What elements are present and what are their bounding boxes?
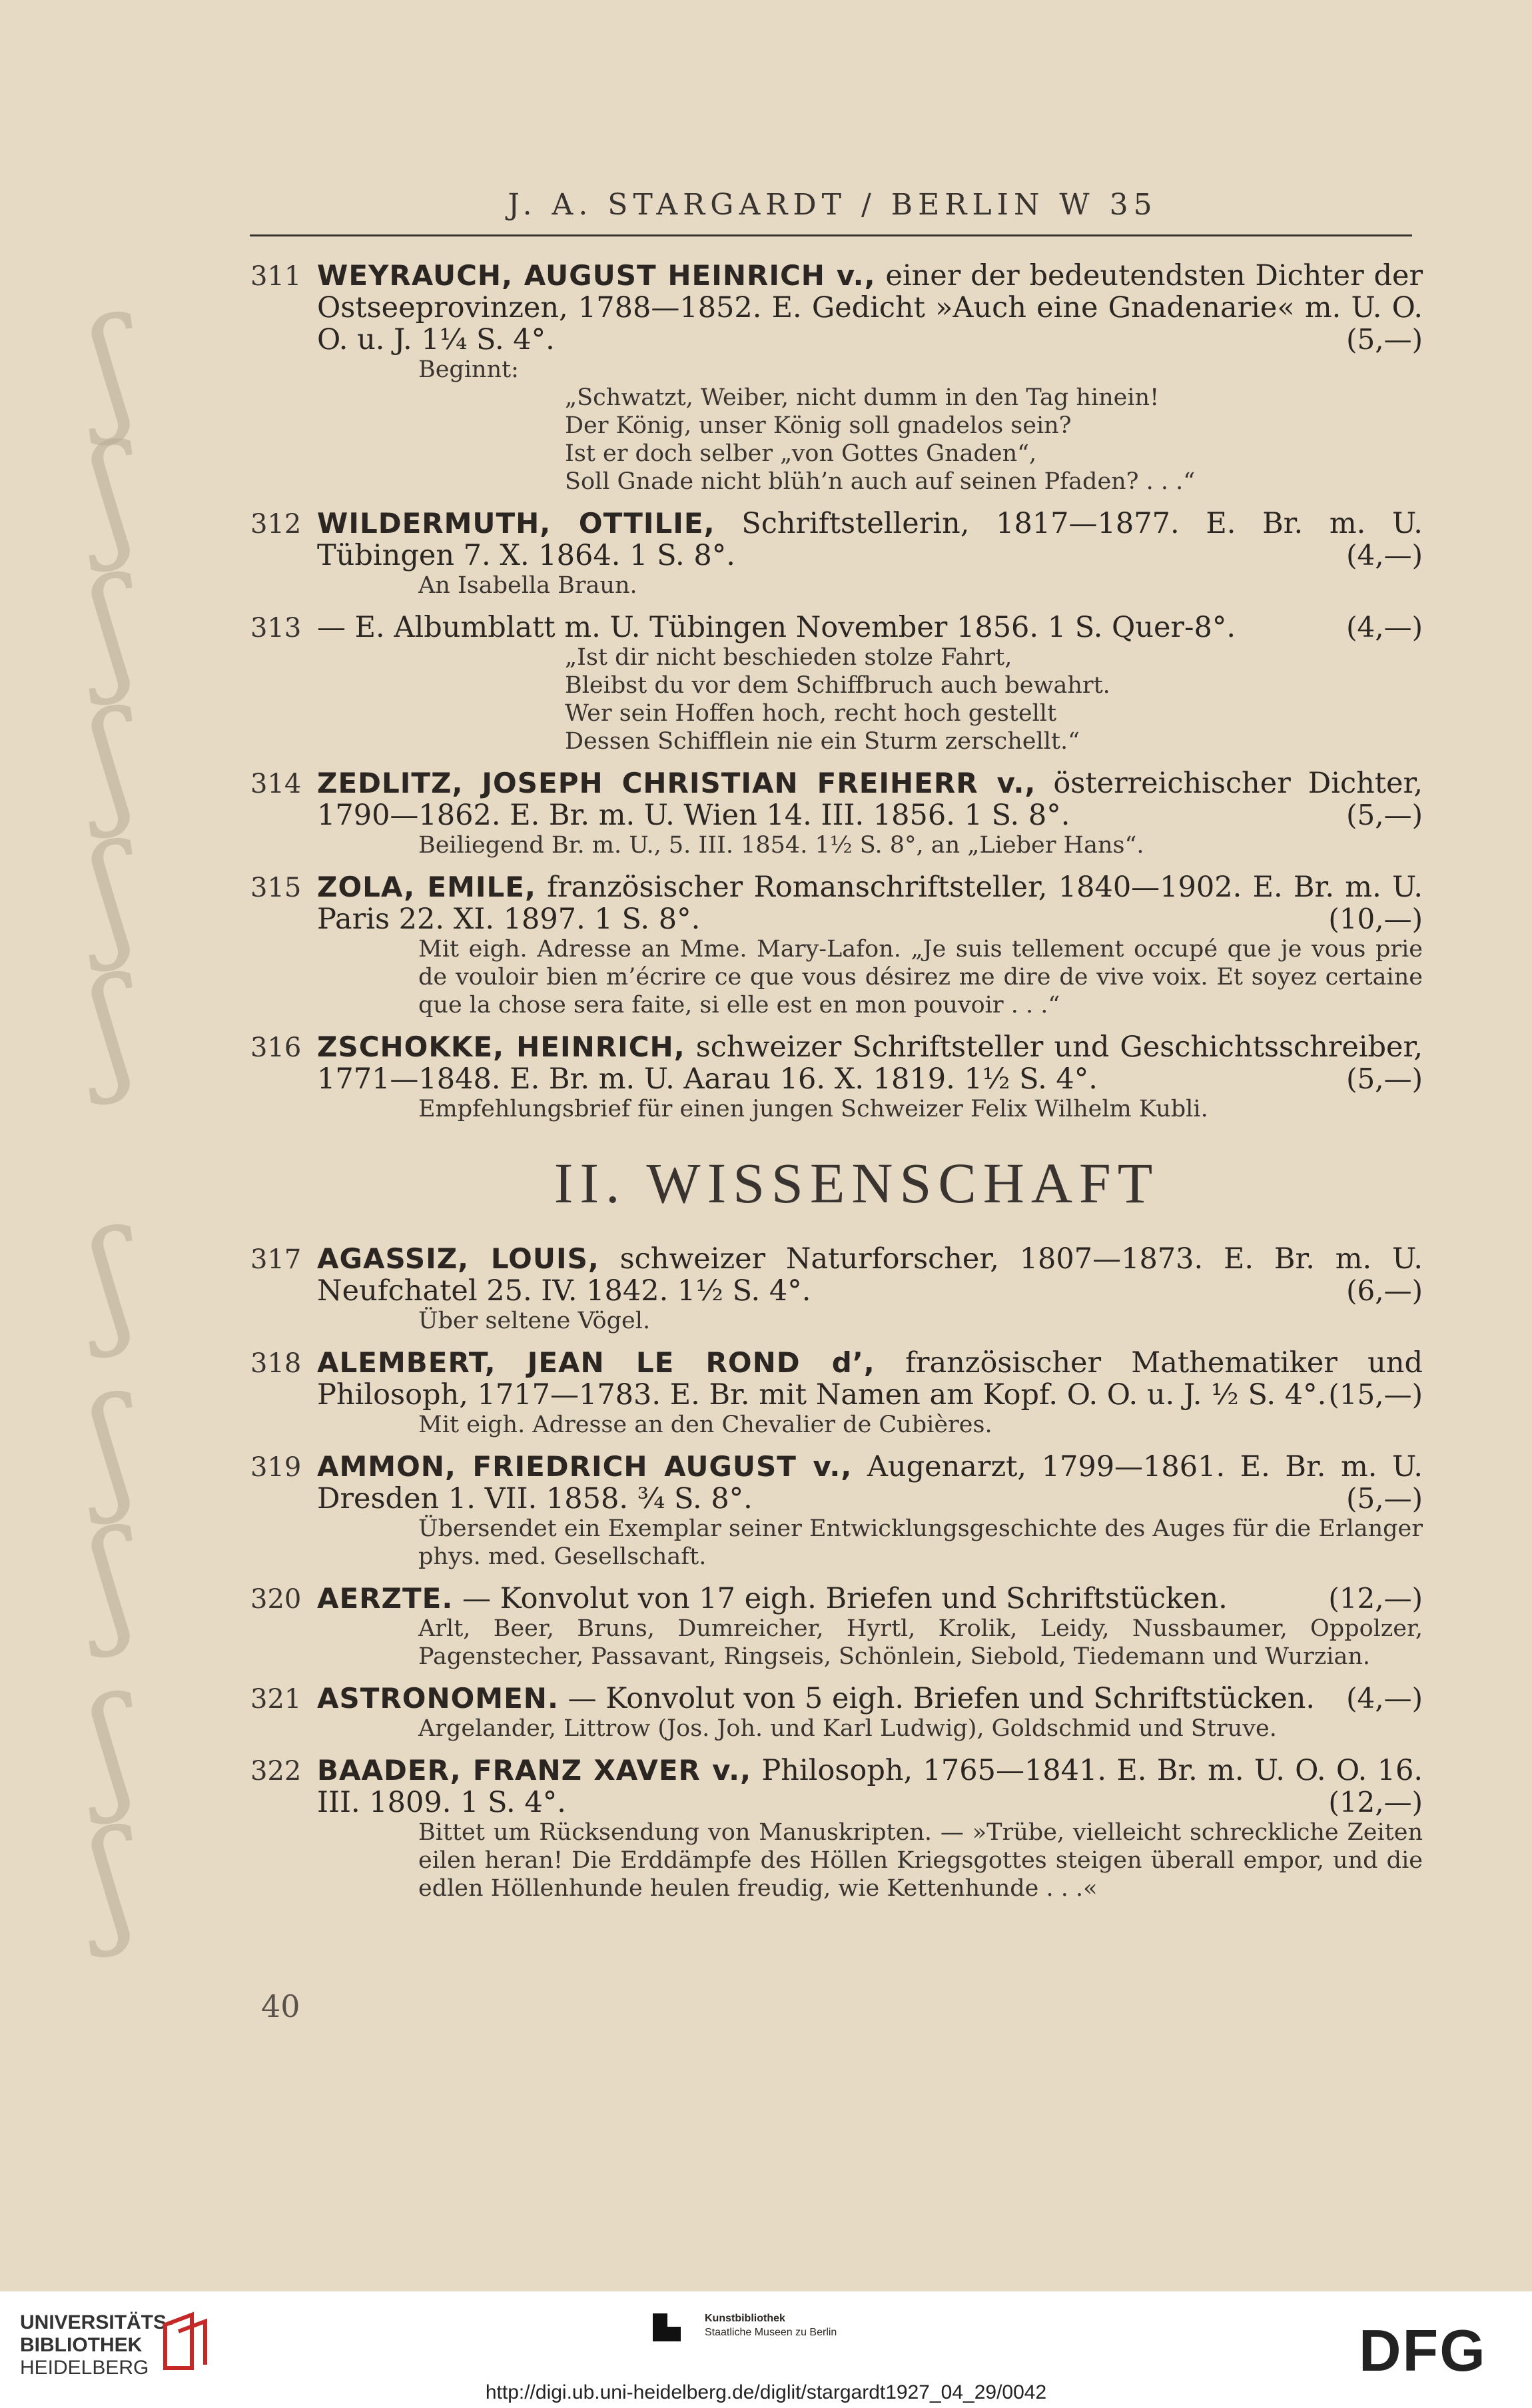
entry-name: AERZTE. [317,1582,454,1615]
page-number: 40 [261,1988,300,2024]
poem-line: „Ist dir nicht beschieden stolze Fahrt, [565,644,1012,671]
catalog-entry [250,1683,1423,1743]
entry-number: 317 [250,1244,302,1275]
entry-number: 311 [250,261,302,292]
entry-description [317,1683,1423,1715]
catalog-entry [250,1347,1423,1439]
pencil-mark: ʃ [83,1801,141,1960]
pencil-mark: ʃ [83,1368,141,1527]
entry-name: BAADER, FRANZ XAVER v., [317,1754,752,1787]
kunstbibliothek-logo-icon [653,2313,681,2341]
catalog-body [250,260,1423,1914]
entry-text: französischer Mathematiker und Philosoph, 1717—1783. E. Br. mit Namen am Kopf. O. O. u. J. ½ S. 4°. [317,1346,1423,1411]
pencil-mark: ʃ [83,815,141,975]
pencil-mark: ʃ [83,1501,141,1661]
poem-line: „Schwatzt, Weiber, nicht dumm in den Tag hinein! [565,384,1160,411]
library-line-1: UNIVERSITÄTS- [20,2311,174,2333]
entry-note: An Isabella Braun. [418,572,637,599]
entry-price: (10,—) [1328,903,1423,935]
pencil-mark: ʃ [83,949,141,1108]
entry-number: 314 [250,769,302,799]
pencil-mark: ʃ [83,1202,141,1361]
entry-description [317,1031,1423,1095]
entry-description [317,1755,1423,1818]
entry-name: ZEDLITZ, JOSEPH CHRISTIAN FREIHERR v., [317,767,1036,799]
library-line-3: HEIDELBERG [20,2357,149,2379]
library-line-2: BIBLIOTHEK [20,2334,143,2356]
entry-price: (5,—) [1346,799,1423,831]
entry-note: Arlt, Beer, Bruns, Dumreicher, Hyrtl, Krolik, Leidy, Nussbaumer, Oppolzer, Pagenstecher, Passavant, Ringseis, Schönlein, Siebold, Tiedemann und Wurzian. [418,1615,1423,1670]
kunstbibliothek-logo[interactable] [705,2311,837,2339]
entry-description [317,611,1423,643]
entry-text: — E. Albumblatt m. U. Tübingen November 1856. 1 S. Quer-8°. [317,611,1236,644]
entry-note: Mit eigh. Adresse an den Chevalier de Cubières. [418,1411,992,1438]
catalog-entry [250,508,1423,600]
entry-name: WILDERMUTH, OTTILIE, [317,507,715,540]
entry-price: (5,—) [1346,1062,1423,1095]
poem-line: Wer sein Hoffen hoch, recht hoch gestellt [565,700,1057,727]
entry-description [317,1243,1423,1307]
pencil-mark: ʃ [83,549,141,708]
entry-text: schweizer Schriftsteller und Geschichtsschreiber, 1771—1848. E. Br. m. U. Aarau 16. X. 1819. 1½ S. 4°. [317,1030,1423,1096]
entry-note: Übersendet ein Exemplar seiner Entwicklungsgeschichte des Auges für die Erlanger phys. med. Gesellschaft. [418,1515,1423,1570]
entry-description [317,260,1423,356]
entry-name: ZOLA, EMILE, [317,871,536,903]
entry-note: Empfehlungsbrief für einen jungen Schweizer Felix Wilhelm Kubli. [418,1096,1208,1122]
entry-note: Bittet um Rücksendung von Manuskripten. — »Trübe, vielleicht schreckliche Zeiten eilen heran! Die Erddämpfe des Höllen Kriegsgottes steigen überall empor, und die edlen Höllenhunde heulen freudig, wie Kettenhunde . . .« [418,1819,1423,1902]
poem-line: Bleibst du vor dem Schiffbruch auch bewahrt. [565,672,1110,699]
entry-note: Beiliegend Br. m. U., 5. III. 1854. 1½ S. 8°, an „Lieber Hans“. [418,832,1144,859]
entry-description [317,508,1423,572]
poem-line: Ist er doch selber „von Gottes Gnaden“, [565,440,1037,467]
pencil-mark: ʃ [83,1668,141,1827]
pencil-mark: ʃ [83,682,141,841]
entry-number: 316 [250,1032,302,1063]
entry-note: Argelander, Littrow (Jos. Joh. und Karl Ludwig), Goldschmid und Struve. [418,1715,1277,1742]
entry-number: 313 [250,613,302,643]
catalog-entry [250,1243,1423,1335]
catalog-entry [250,767,1423,859]
entry-number: 318 [250,1348,302,1379]
entry-text: schweizer Naturforscher, 1807—1873. E. Br. m. U. Neufchatel 25. IV. 1842. 1½ S. 4°. [317,1242,1423,1308]
section-title: II. WISSENSCHAFT [554,1151,1160,1215]
poem-line: Dessen Schifflein nie ein Sturm zerschellt.“ [565,728,1080,755]
entries-wissenschaft [250,1243,1423,1902]
entry-note: Beginnt: [418,356,519,383]
dfg-logo[interactable]: DFG [1359,2317,1487,2383]
pencil-mark: ʃ [83,416,141,575]
entry-price: (4,—) [1346,611,1423,643]
entry-text: — Konvolut von 5 eigh. Briefen und Schriftstücken. [558,1682,1316,1715]
catalog-entry [250,611,1423,755]
catalog-entry [250,1451,1423,1571]
entry-text: österreichischer Dichter, 1790—1862. E. Br. m. U. Wien 14. III. 1856. 1 S. 8°. [317,767,1423,832]
entry-name: AMMON, FRIEDRICH AUGUST v., [317,1450,853,1483]
catalog-entry [250,1031,1423,1123]
entry-price: (5,—) [1346,323,1423,356]
entry-price: (4,—) [1346,1682,1423,1715]
entry-description [317,1583,1423,1615]
entry-description [317,871,1423,935]
entry-description [317,1451,1423,1515]
library-logo[interactable] [20,2311,173,2379]
entry-price: (15,—) [1328,1378,1423,1411]
entry-price: (12,—) [1328,1582,1423,1615]
entry-text: — Konvolut von 17 eigh. Briefen und Schriftstücken. [453,1582,1228,1615]
entries-literature [250,260,1423,1123]
entry-note: Über seltene Vögel. [418,1308,651,1334]
entry-name: AGASSIZ, LOUIS, [317,1242,599,1275]
entry-name: ASTRONOMEN. [317,1682,559,1715]
entry-number: 322 [250,1756,302,1787]
entry-name: ALEMBERT, JEAN LE ROND d’, [317,1346,875,1379]
entry-number: 312 [250,509,302,540]
kb-line-1: Kunstbibliothek [705,2313,785,2324]
entry-number: 319 [250,1452,302,1483]
entry-text: einer der bedeutendsten Dichter der Ostseeprovinzen, 1788—1852. E. Gedicht »Auch eine Gnadenarie« m. U. O. O. u. J. 1¼ S. 4°. [317,259,1423,356]
pencil-mark: ʃ [83,289,141,448]
kb-line-2: Staatliche Museen zu Berlin [705,2327,837,2338]
entry-text: französischer Romanschriftsteller, 1840—1902. E. Br. m. U. Paris 22. XI. 1897. 1 S. 8°. [317,871,1423,936]
running-header: J. A. STARGARDT / BERLIN W 35 [508,188,1158,222]
entry-number: 320 [250,1584,302,1615]
entry-description [317,1347,1423,1411]
entry-price: (4,—) [1346,539,1423,572]
entry-price: (5,—) [1346,1482,1423,1515]
entry-number: 321 [250,1684,302,1715]
catalog-entry [250,871,1423,1019]
library-logo-icon [159,2311,212,2371]
catalog-entry [250,260,1423,496]
entry-description [317,767,1423,831]
poem-line: Soll Gnade nicht blüh’n auch auf seinen Pfaden? . . .“ [565,468,1196,495]
entry-price: (6,—) [1346,1274,1423,1307]
entry-name: WEYRAUCH, AUGUST HEINRICH v., [317,259,876,292]
entry-name: ZSCHOKKE, HEINRICH, [317,1030,685,1063]
entry-text: Schriftstellerin, 1817—1877. E. Br. m. U. Tübingen 7. X. 1864. 1 S. 8°. [317,507,1423,572]
poem-line: Der König, unser König soll gnadelos sein? [565,412,1072,439]
catalog-entry [250,1755,1423,1902]
source-url-link[interactable]: http://digi.ub.uni-heidelberg.de/diglit/stargardt1927_04_29/0042 [485,2381,1047,2403]
entry-note: Mit eigh. Adresse an Mme. Mary-Lafon. „Je suis tellement occupé que je vous prie de vouloir bien m’écrire ce que vous désirez me dire de vive voix. Et soyez certaine que la chose sera faite, si elle est en mon pouvoir . . .“ [418,936,1423,1018]
entry-text: Augenarzt, 1799—1861. E. Br. m. U. Dresden 1. VII. 1858. ¾ S. 8°. [317,1450,1423,1515]
header-rule [250,234,1412,236]
entry-text: Philosoph, 1765—1841. E. Br. m. U. O. O. 16. III. 1809. 1 S. 4°. [317,1754,1423,1819]
entry-price: (12,—) [1328,1786,1423,1818]
entry-number: 315 [250,873,302,903]
catalog-entry [250,1583,1423,1671]
